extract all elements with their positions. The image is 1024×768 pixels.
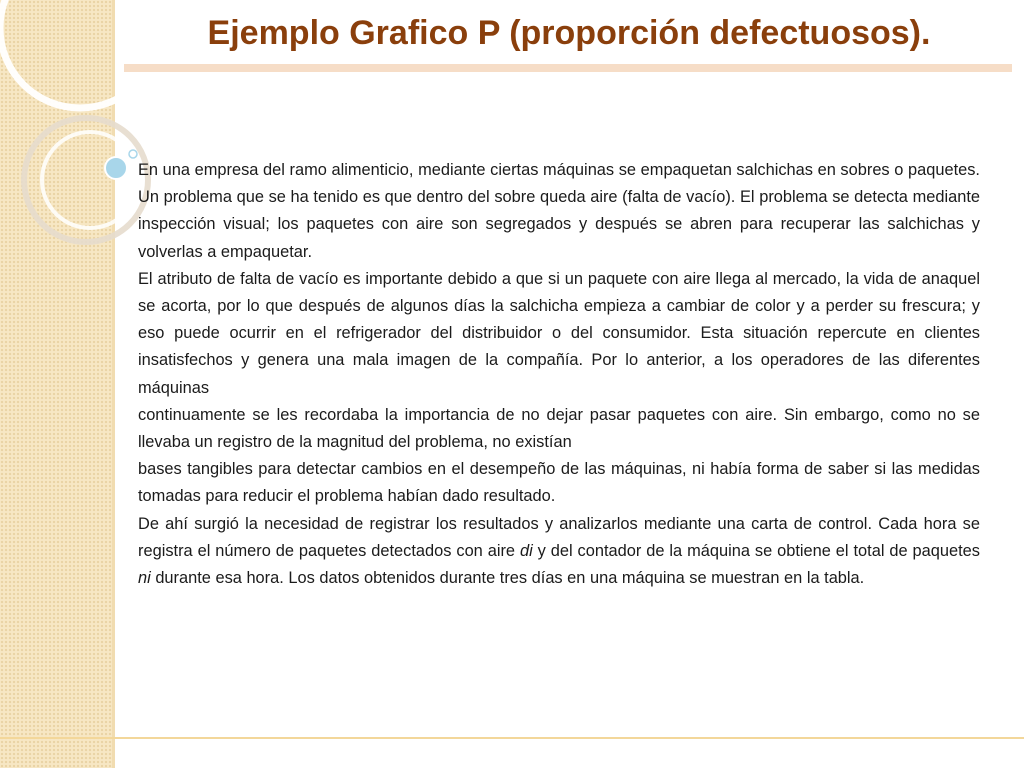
bottom-divider <box>0 737 1024 739</box>
variable-ni: ni <box>138 569 151 588</box>
variable-di: di <box>519 541 533 560</box>
slide-title: Ejemplo Grafico P (proporción defectuosos). <box>207 14 931 52</box>
paragraph-5-text-b: y del contador de la máquina se obtiene el total de paquetes <box>532 541 980 560</box>
paragraph-3: continuamente se les recordaba la importancia de no dejar pasar paquetes con aire. Sin embargo, como no se llevaba un registro de la magnitud del problema, no existían <box>138 405 980 452</box>
body-text <box>138 157 980 592</box>
inner-ring <box>42 132 138 228</box>
paragraph-5-text-a: De ahí surgió la necesidad de registrar los resultados y analizarlos mediante una carta de control. Cada hora se registra el número de paquetes detectados con aire <box>138 514 980 560</box>
small-dot-icon <box>129 150 137 158</box>
paragraph-2: El atributo de falta de vacío es importante debido a que si un paquete con aire llega al mercado, la vida de anaquel se acorta, por lo que después de algunos días la salchicha empieza a cambiar de color y a perder su frescura; y eso puede ocurrir en el refrigerador del distribuidor o del consumidor. Esta situación repercute en clientes insatisfechos y genera una mala imagen de la compañía. Por lo anterior, a los operadores de las diferentes máquinas <box>138 269 980 397</box>
paragraph-5-text-c: durante esa hora. Los datos obtenidos durante tres días en una máquina se muestran en la tabla. <box>150 569 865 588</box>
title-underline <box>124 64 1012 72</box>
paragraph-4: bases tangibles para detectar cambios en el desempeño de las máquinas, ni había forma de saber si las medidas tomadas para reducir el problema habían dado resultado. <box>138 460 980 506</box>
paragraph-5 <box>138 511 980 593</box>
paragraph-1: En una empresa del ramo alimenticio, mediante ciertas máquinas se empaquetan salchichas en sobres o paquetes. Un problema que se ha tenido es que dentro del sobre queda aire (falta de vacío). El problema se detecta mediante inspección visual; los paquetes con aire son segregados y después se abren para recuperar las salchichas y volverlas a empaquetar. <box>138 161 980 261</box>
bullet-dot-icon <box>105 157 127 179</box>
